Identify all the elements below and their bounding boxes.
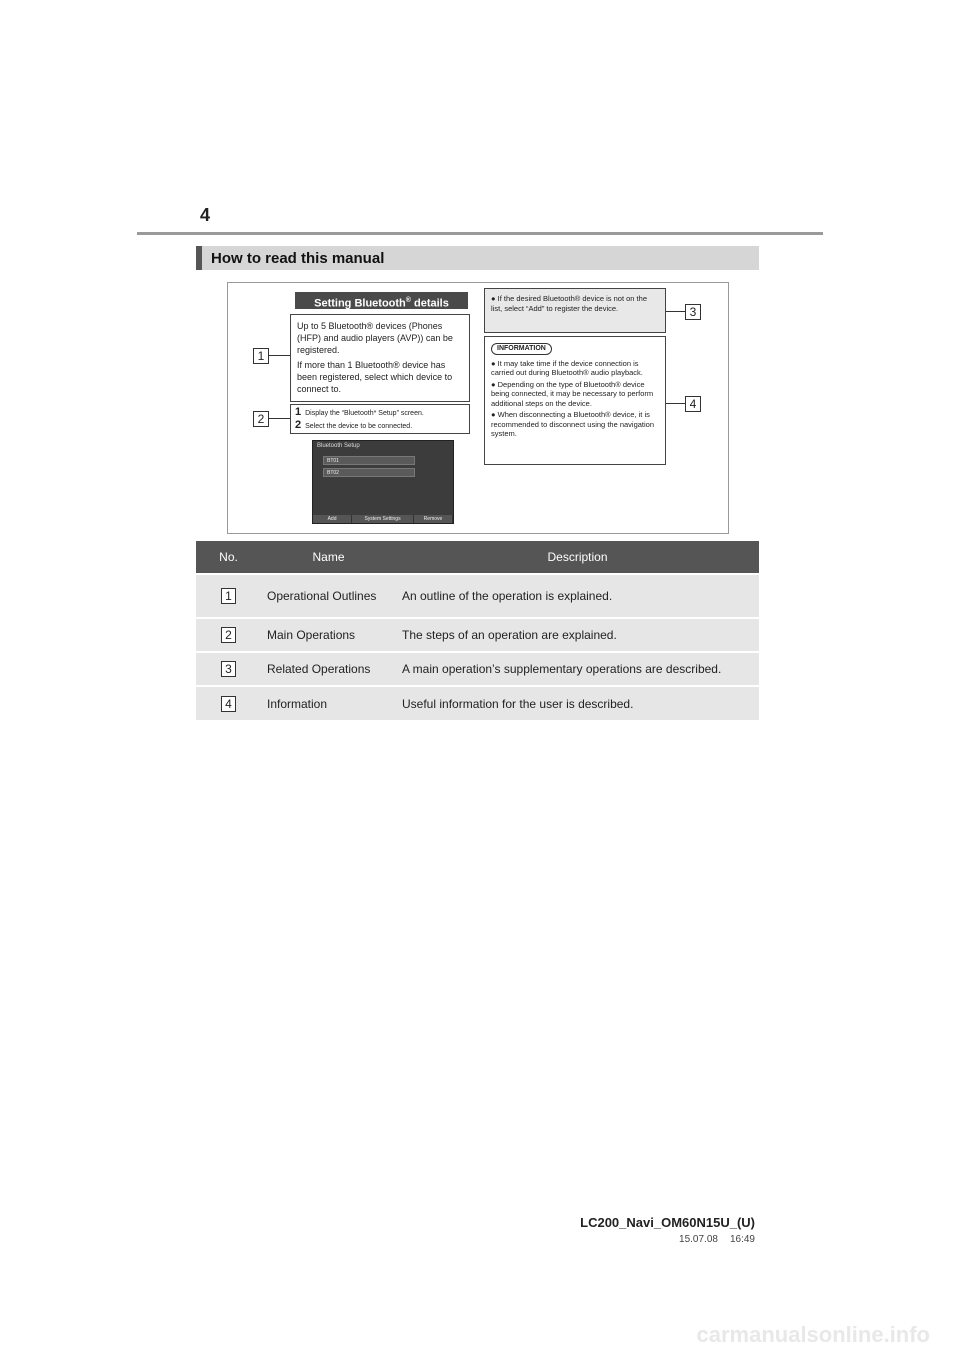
example-setting-title <box>295 292 468 309</box>
row-description: A main operation’s supplementary operations are described. <box>396 652 759 686</box>
callout-4: 4 <box>685 396 701 412</box>
watermark: carmanualsonline.info <box>696 1322 930 1347</box>
row-number-cell <box>196 652 261 686</box>
row-description: The steps of an operation are explained. <box>396 618 759 652</box>
outline-text-2: If more than 1 Bluetooth® device has been registered, select which device to connect to. <box>297 360 453 394</box>
print-time: 16:49 <box>729 1234 755 1245</box>
header-rule <box>137 232 823 235</box>
row-name: Main Operations <box>261 618 396 652</box>
row-name: Information <box>261 686 396 720</box>
callout-4-leader <box>666 403 685 404</box>
row-description: An outline of the operation is explained. <box>396 574 759 618</box>
row-name: Operational Outlines <box>261 574 396 618</box>
print-date: 15.07.08 <box>679 1234 718 1245</box>
print-timestamp <box>667 1234 755 1245</box>
related-operations-box: ● If the desired Bluetooth® device is not on the list, select “Add” to register the device. <box>484 288 666 333</box>
row-number-box: 3 <box>221 661 236 677</box>
header-name: Name <box>261 541 396 574</box>
row-number-box: 2 <box>221 627 236 643</box>
page-number: 4 <box>200 205 211 225</box>
screen-system-settings-button: System Settings <box>352 515 414 523</box>
step-1-number: 1 <box>295 406 302 418</box>
screen-row-bt02: BT02 <box>323 468 415 477</box>
callout-3-leader <box>666 311 685 312</box>
screen-remove-button: Remove <box>414 515 453 523</box>
info-item: ● Depending on the type of Bluetooth® device being connected, it may be necessary to perform additional steps on the device. <box>491 379 654 408</box>
operational-outline-box <box>290 314 470 402</box>
table-header-row <box>196 541 759 574</box>
callout-3: 3 <box>685 304 701 320</box>
table-row <box>196 574 759 618</box>
screen-button-bar <box>313 515 453 523</box>
screen-row-bt01: BT01 <box>323 456 415 465</box>
step-2-text: Select the device to be connected. <box>305 423 413 430</box>
header-no: No. <box>196 541 261 574</box>
row-number-cell <box>196 574 261 618</box>
table-row <box>196 686 759 720</box>
screen-add-button: Add <box>313 515 352 523</box>
manual-code: LC200_Navi_OM60N15U_(U) <box>580 1215 755 1230</box>
step-2-number: 2 <box>295 419 302 431</box>
callout-1: 1 <box>253 348 269 364</box>
callout-2-leader <box>268 418 290 419</box>
setting-title-suffix: details <box>410 297 449 310</box>
legend-table <box>196 541 759 720</box>
step-1 <box>295 406 424 418</box>
screen-thumbnail <box>312 440 454 524</box>
section-title: How to read this manual <box>211 250 385 267</box>
main-operation-steps <box>290 404 470 434</box>
section-header <box>196 246 759 270</box>
information-tag: INFORMATION <box>491 343 552 355</box>
step-1-text: Display the “Bluetooth* Setup” screen. <box>305 410 424 417</box>
row-number-cell <box>196 618 261 652</box>
outline-text-1: Up to 5 Bluetooth® devices (Phones (HFP) and audio players (AVP)) can be registered. <box>297 321 453 355</box>
row-name: Related Operations <box>261 652 396 686</box>
row-number-box: 1 <box>221 588 236 604</box>
table-row <box>196 652 759 686</box>
setting-title-text: Setting Bluetooth <box>314 297 406 310</box>
info-item: ● When disconnecting a Bluetooth® device, it is recommended to disconnect using the navigation system. <box>491 410 655 438</box>
callout-2: 2 <box>253 411 269 427</box>
table-row <box>196 618 759 652</box>
screen-title: Bluetooth Setup <box>317 443 360 449</box>
header-description: Description <box>396 541 759 574</box>
row-number-box: 4 <box>221 696 236 712</box>
step-2 <box>295 419 412 431</box>
row-number-cell <box>196 686 261 720</box>
registered-mark: ® <box>405 297 411 304</box>
callout-1-leader <box>268 355 290 356</box>
row-description: Useful information for the user is described. <box>396 686 759 720</box>
information-box <box>484 336 666 465</box>
info-item: ● It may take time if the device connection is carried out during Bluetooth® audio playback. <box>491 358 643 377</box>
